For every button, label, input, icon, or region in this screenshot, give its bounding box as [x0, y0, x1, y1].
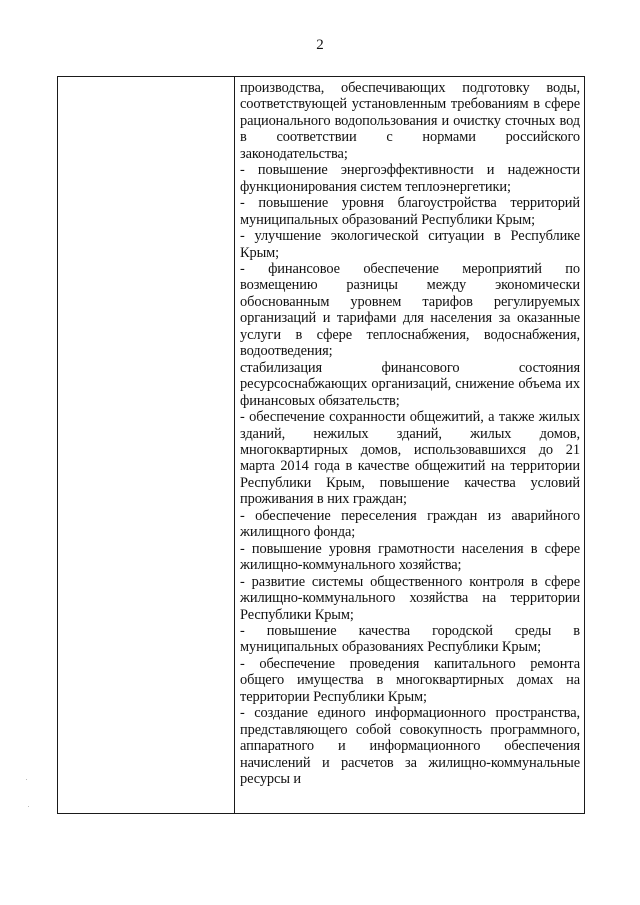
table-left-cell: [58, 77, 235, 813]
page-number: 2: [316, 37, 324, 53]
scan-speck: [28, 806, 29, 807]
content-table: [57, 76, 585, 814]
paragraph: - улучшение экологической ситуации в Республике Крым;: [240, 228, 580, 261]
paragraph: - повышение уровня грамотности населения в сфере жилищно-коммунального хозяйства;: [240, 540, 580, 574]
paragraph: - повышение уровня благоустройства территорий муниципальных образований Республики Крым;: [240, 195, 580, 228]
paragraph: - создание единого информационного пространства, представляющего собой совокупность программного, аппаратного и информационного обеспечения начислений и расчетов за жилищно-коммунальные ресурсы и: [240, 705, 580, 788]
paragraph: - развитие системы общественного контроля в сфере жилищно-коммунального хозяйства на территории Республики Крым;: [240, 573, 580, 623]
paragraph: производства, обеспечивающих подготовку воды, соответствующей установленным требованиям в сфере рационального водопользования и очистку сточных вод в соответствии с нормами российского законодательства;: [240, 80, 580, 162]
scan-speck: [26, 779, 27, 780]
table-right-cell: [235, 77, 584, 813]
paragraph: - обеспечение переселения граждан из аварийного жилищного фонда;: [240, 507, 580, 541]
paragraph: - повышение энергоэффективности и надежности функционирования систем теплоэнергетики;: [240, 162, 580, 195]
paragraph: - обеспечение сохранности общежитий, а также жилых зданий, нежилых зданий, жилых домов, многоквартирных домов, использовавшихся до 21 марта 2014 года в качестве общежитий на территории Республики Крым, повышение качества условий проживания в них граждан;: [240, 409, 580, 508]
paragraph: - обеспечение проведения капитального ремонта общего имущества в многоквартирных домах на территории Республики Крым;: [240, 655, 580, 705]
paragraph: - повышение качества городской среды в муниципальных образованиях Республики Крым;: [240, 622, 580, 656]
paragraph: стабилизация финансового состояния ресурсоснабжающих организаций, снижение объема их финансовых обязательств;: [240, 359, 580, 409]
paragraph: - финансовое обеспечение мероприятий по возмещению разницы между экономически обоснованным уровнем тарифов регулируемых организаций и тарифами для населения за оказанные услуги в сфере теплоснабжения, водоснабжения, водоотведения;: [240, 260, 580, 360]
